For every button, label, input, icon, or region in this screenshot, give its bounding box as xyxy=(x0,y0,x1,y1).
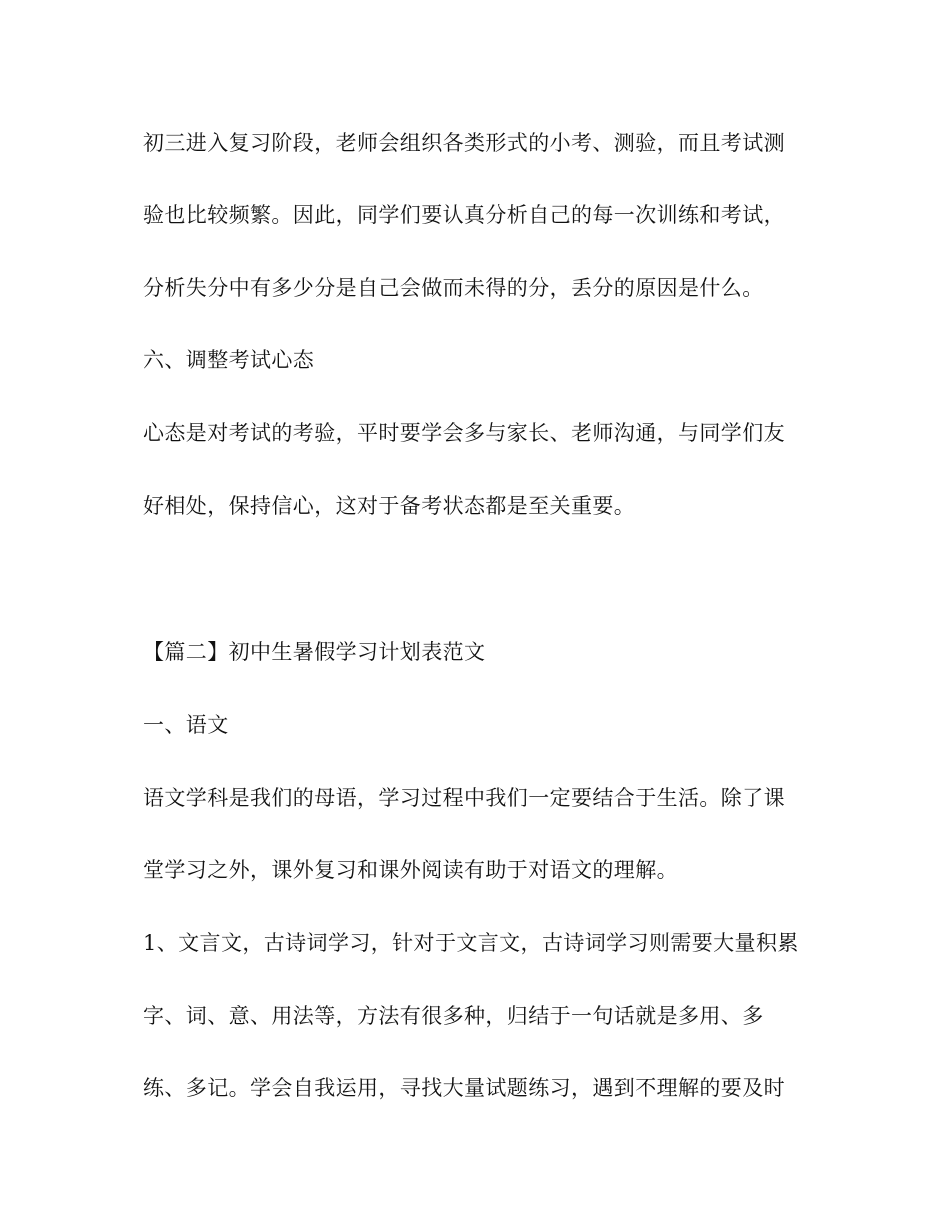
paragraph-line: 语文学科是我们的母语，学习过程中我们一定要结合于生活。除了课 xyxy=(143,786,785,810)
paragraph-line: 验也比较频繁。因此，同学们要认真分析自己的每一次训练和考试， xyxy=(143,203,785,227)
paragraph-line: 好相处，保持信心，这对于备考状态都是至关重要。 xyxy=(143,494,636,518)
section-heading: 六、调整考试心态 xyxy=(143,348,315,372)
paragraph-line: 堂学习之外，课外复习和课外阅读有助于对语文的理解。 xyxy=(143,858,678,882)
paragraph-line: 心态是对考试的考验，平时要学会多与家长、老师沟通，与同学们友 xyxy=(143,421,785,445)
article-title: 【篇二】初中生暑假学习计划表范文 xyxy=(143,640,486,664)
paragraph-line: 分析失分中有多少分是自己会做而未得的分，丢分的原因是什么。 xyxy=(143,276,764,300)
paragraph-line: 1、文言文，古诗词学习，针对于文言文，古诗词学习则需要大量积累 xyxy=(143,931,799,955)
paragraph-line: 字、词、意、用法等，方法有很多种，归结于一句话就是多用、多 xyxy=(143,1004,764,1028)
paragraph-line: 初三进入复习阶段，老师会组织各类形式的小考、测验，而且考试测 xyxy=(143,131,785,155)
paragraph-line: 练、多记。学会自我运用，寻找大量试题练习，遇到不理解的要及时 xyxy=(143,1076,785,1100)
section-heading: 一、语文 xyxy=(143,713,229,737)
